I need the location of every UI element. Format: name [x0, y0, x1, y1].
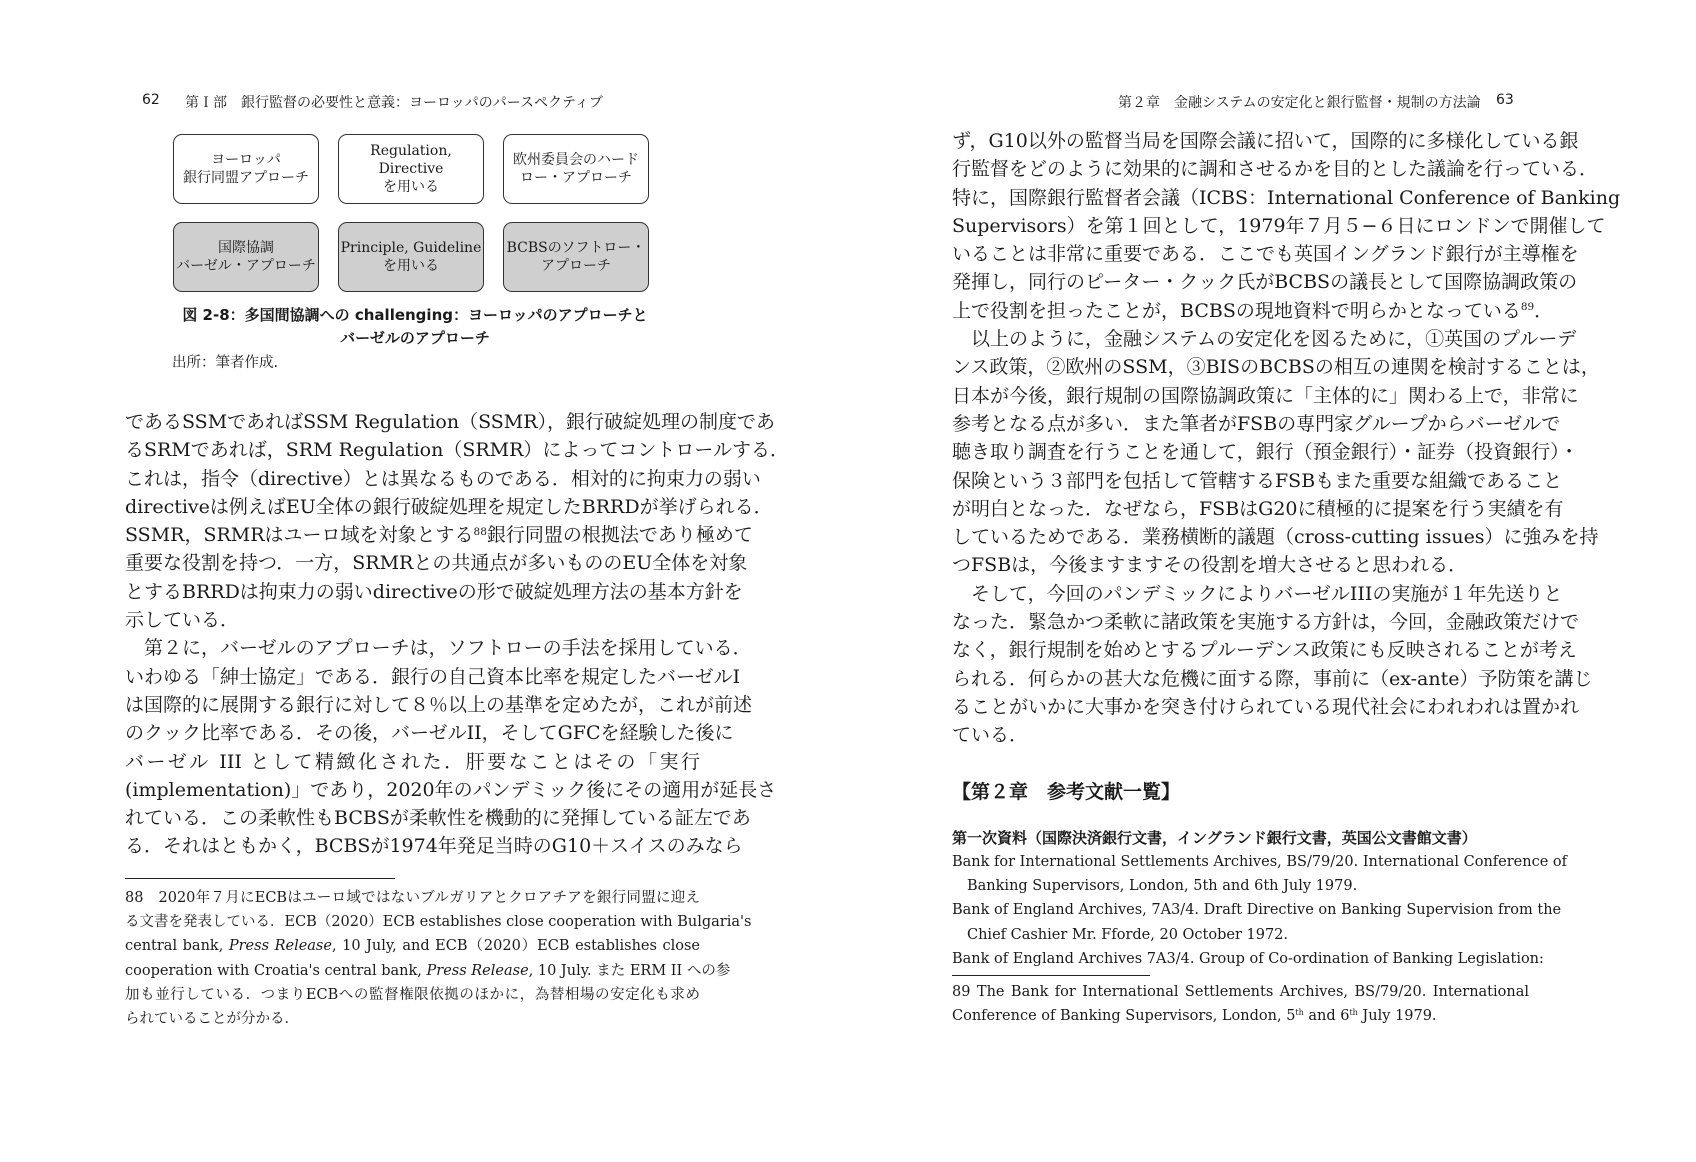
- text-line: [125, 549, 748, 577]
- right-body-text: [952, 127, 1621, 750]
- references-heading: 【第２章 参考文献一覧】: [952, 781, 1181, 803]
- text-line: [125, 719, 734, 747]
- right-running-head: 第２章 金融システムの安定化と銀行監督・規制の方法論: [1118, 95, 1481, 111]
- text-line: [952, 438, 1579, 466]
- text-segment: とするBRRDは拘束力の弱いdirectiveの形で破綻処理方法の基本方針を: [125, 580, 743, 603]
- text-segment: July 1979.: [1357, 1008, 1437, 1025]
- text-line: [952, 325, 1577, 353]
- text-segment: 行監督をどのように効果的に調和させるかを目的とした議論を行っている．: [952, 158, 1599, 181]
- text-segment: 上で役割を担ったことが，BCBSの現地資料で明らかとなっている: [952, 299, 1521, 322]
- text-segment: and 6: [1303, 1008, 1350, 1025]
- text-segment: つFSBは，今後ますますその役割を増大させると思われる．: [952, 554, 1468, 577]
- text-line: [952, 721, 1529, 749]
- figure-box-shaded: [503, 222, 649, 292]
- text-segment: SSMR，SRMRはユーロ域を対象とする: [125, 524, 474, 547]
- right-footnotes: [952, 980, 1529, 1028]
- figure-box-shaded: [173, 222, 319, 292]
- text-line: [952, 608, 1580, 636]
- reference-line: [952, 898, 1562, 922]
- text-segment: ．: [1534, 299, 1554, 322]
- text-segment: ンス政策，②欧州のSSM，③BISのBCBSの相互の連関を検討することは，: [952, 356, 1600, 379]
- footnote-line: [125, 983, 700, 1007]
- footnote-line: [125, 934, 700, 958]
- text-line: [125, 832, 743, 860]
- text-line: [125, 776, 777, 804]
- text-line: [952, 297, 1554, 325]
- footnote-line: [125, 910, 752, 934]
- text-segment: られていることが分かる．: [125, 1010, 299, 1027]
- text-segment: 発揮し，同行のピーター・クック氏がBCBSの議長として国際協調政策の: [952, 271, 1578, 294]
- text-line: [125, 691, 753, 719]
- text-segment: Banking Supervisors, London, 5th and 6th July 1979.: [967, 878, 1358, 895]
- reference-line: [952, 874, 1529, 898]
- text-segment: 重要な役割を持つ．一方，SRMRとの共通点が多いもののEU全体を対象: [125, 552, 748, 575]
- text-line: [125, 436, 790, 464]
- text-line: [125, 578, 743, 606]
- figure-caption-line2: バーゼルのアプローチ: [340, 329, 490, 347]
- figure-box-label: BCBSのソフトロー・: [506, 240, 646, 256]
- text-segment: るSRMであれば，SRM Regulation（SRMR）によってコントロールする．: [125, 439, 790, 462]
- text-segment: ている．: [952, 724, 1029, 747]
- text-line: [952, 268, 1578, 296]
- figure-box-label: バーゼル・アプローチ: [176, 258, 316, 274]
- text-segment: Bank of England Archives 7A3/4. Group of Co-ordination of Banking Legislation:: [952, 950, 1544, 967]
- text-line: [952, 467, 1563, 495]
- text-line: [952, 551, 1529, 579]
- text-line: [952, 410, 1561, 438]
- text-segment: ず，G10以外の監督当局を国際会議に招いて，国際的に多様化している銀: [952, 130, 1579, 152]
- text-segment: Bank of England Archives, 7A3/4. Draft Directive on Banking Supervision from the: [952, 902, 1562, 919]
- text-line: [125, 408, 776, 436]
- text-line: [125, 606, 700, 634]
- text-segment: 参考となる点が多い．また筆者がFSBの専門家グループからバーゼルで: [952, 412, 1561, 435]
- reference-line: [952, 850, 1568, 874]
- figure-box-label: Regulation, Directive: [370, 143, 452, 177]
- text-segment: Conference of Banking Supervisors, London, 5: [952, 1008, 1296, 1025]
- left-footnotes: [125, 886, 752, 1031]
- text-segment: いわゆる「紳士協定」である．銀行の自己資本比率を規定したバーゼルI: [125, 665, 741, 688]
- superscript-ref: th: [1295, 1008, 1304, 1018]
- text-line: [125, 521, 753, 549]
- text-segment: 聴き取り調査を行うことを通して，銀行（預金銀行）・証券（投資銀行）・: [952, 441, 1579, 464]
- text-segment: る．それはともかく，BCBSが1974年発足当時のG10＋スイスのみなら: [125, 835, 743, 858]
- reference-line: [952, 947, 1544, 971]
- text-segment: は国際的に展開する銀行に対して８％以上の基準を定めたが，これが前述: [125, 693, 753, 716]
- text-segment: 第２に，バーゼルのアプローチは，ソフトローの手法を採用している．: [144, 637, 752, 660]
- figure-box-label: を用いる: [383, 179, 439, 195]
- text-segment: れている．この柔軟性もBCBSが柔軟性を機動的に発揮している証左であ: [125, 807, 751, 830]
- figure-box-label: 銀行同盟アプローチ: [183, 170, 309, 186]
- text-line: [125, 493, 773, 521]
- figure-caption-line1: 図 2-8：多国間協調への challenging：ヨーロッパのアプローチと: [182, 306, 648, 324]
- figure-box-label: ロー・アプローチ: [520, 170, 632, 186]
- figure-box-label: 欧州委員会のハード: [513, 152, 639, 168]
- figure-box-label: 国際協調: [218, 240, 274, 256]
- figure-source: 出所：筆者作成.: [172, 355, 279, 371]
- figure-box-shaded: [338, 222, 484, 292]
- text-line: [952, 636, 1577, 664]
- text-segment: 以上のように，金融システムの安定化を図るために，①英国のプルーデ: [971, 328, 1577, 351]
- italic-title: Press Release: [426, 962, 529, 979]
- text-line: [125, 634, 752, 662]
- italic-title: Press Release: [228, 938, 332, 955]
- footnote-divider: [125, 878, 395, 879]
- superscript-ref: th: [1349, 1008, 1358, 1018]
- text-line: [952, 240, 1579, 268]
- text-line: [952, 665, 1593, 693]
- text-segment: なく，銀行規制を始めとするプルーデンス政策にも反映されることが考え: [952, 639, 1577, 662]
- text-segment: 88 2020年７月にECBはユーロ域ではないブルガリアとクロアチアを銀行同盟に迎え: [125, 890, 700, 906]
- text-segment: バーゼル III として精緻化された．肝要なことはその「実行: [125, 750, 700, 773]
- figure-box-label: ヨーロッパ: [211, 152, 281, 168]
- footnote-line: [125, 959, 731, 983]
- primary-sources-heading: 第一次資料（国際決済銀行文書，イングランド銀行文書，英国公文書館文書）: [952, 829, 1477, 847]
- text-segment: る文書を発表している．ECB（2020）ECB establishes close cooperation with Bulgaria's: [125, 914, 752, 931]
- text-segment: 示している．: [125, 609, 240, 632]
- text-line: [952, 382, 1579, 410]
- text-segment: のクック比率である．その後，バーゼルII，そしてGFCを経験した後に: [125, 722, 734, 745]
- left-running-head: 第Ｉ部 銀行監督の必要性と意義：ヨーロッパのパースペクティブ: [185, 95, 603, 111]
- text-segment: られる．何らかの甚大な危機に面する際，事前に（ex-ante）予防策を講じ: [952, 667, 1593, 690]
- text-line: [125, 663, 741, 691]
- text-segment: そして，今回のパンデミックによりバーゼルIIIの実施が１年先送りと: [971, 582, 1563, 605]
- text-segment: 日本が今後，銀行規制の国際協調政策に「主体的に」関わる上で，非常に: [952, 384, 1579, 407]
- figure-box: [503, 134, 649, 204]
- footnote-line: [125, 1007, 700, 1031]
- text-segment: ることがいかに大事かを突き付けられている現代社会にわれわれは置かれ: [952, 695, 1580, 718]
- text-segment: cooperation with Croatia's central bank,: [125, 962, 427, 979]
- text-segment: いることは非常に重要である．ここでも英国イングランド銀行が主導権を: [952, 243, 1579, 266]
- superscript-ref: 89: [1520, 301, 1535, 314]
- text-segment: が明白となった．なぜなら，FSBはG20に積極的に提案を行う実績を有: [952, 497, 1564, 520]
- text-line: [952, 353, 1600, 381]
- figure-box: [173, 134, 319, 204]
- text-line: [952, 155, 1599, 183]
- text-line: [952, 495, 1564, 523]
- text-segment: 加も並行している．つまりECBへの監督権限依拠のほかに，為替相場の安定化も求め: [125, 986, 700, 1003]
- footnote-line: [125, 886, 700, 910]
- text-line: [952, 523, 1599, 551]
- text-line: [952, 127, 1579, 155]
- text-line: [952, 184, 1621, 212]
- text-line: [952, 580, 1563, 608]
- left-body-text: [125, 408, 790, 861]
- text-segment: これは，指令（directive）とは異なるものである．相対的に拘束力の弱い: [125, 467, 761, 490]
- text-line: [952, 693, 1580, 721]
- text-segment: directiveは例えばEU全体の銀行破綻処理を規定したBRRDが挙げられる．: [125, 495, 773, 518]
- text-segment: Chief Cashier Mr. Fforde, 20 October 1972.: [967, 926, 1289, 943]
- text-segment: 保険という３部門を包括して管轄するFSBもまた重要な組織であること: [952, 469, 1563, 492]
- figure-box-label: アプローチ: [541, 258, 611, 274]
- footnote-line: [952, 980, 1529, 1004]
- text-line: [125, 804, 751, 832]
- text-line: [125, 465, 761, 493]
- text-line: [125, 748, 700, 776]
- text-segment: central bank,: [125, 938, 229, 955]
- figure-box-label: Principle, Guideline: [340, 240, 482, 256]
- text-segment: 銀行同盟の根拠法であり極めて: [486, 524, 753, 547]
- text-segment: であるSSMであればSSM Regulation（SSMR），銀行破綻処理の制度であ: [125, 411, 776, 433]
- reference-line: [952, 923, 1529, 947]
- text-segment: , 10 July. また ERM II への参: [528, 962, 731, 979]
- text-line: [952, 212, 1606, 240]
- figure-box: [338, 134, 484, 204]
- text-segment: Supervisors）を第１回として，1979年７月５−６日にロンドンで開催して: [952, 214, 1606, 237]
- right-page-number: 63: [1496, 92, 1514, 108]
- text-segment: 89 The Bank for International Settlements Archives, BS/79/20. International: [952, 984, 1529, 1000]
- references-list: [952, 850, 1568, 971]
- text-segment: なった．緊急かつ柔軟に諸政策を実施する方針は，今回，金融政策だけで: [952, 611, 1580, 634]
- text-segment: 特に，国際銀行監督者会議（ICBS：International Conference of Banking: [952, 186, 1621, 209]
- figure-box-label: を用いる: [383, 258, 439, 274]
- superscript-ref: 88: [473, 525, 487, 538]
- text-segment: (implementation)」であり，2020年のパンデミック後にその適用が延長さ: [125, 778, 777, 801]
- text-segment: , 10 July, and ECB（2020）ECB establishes close: [331, 938, 700, 955]
- text-segment: しているためである．業務横断的議題（cross-cutting issues）に強みを持: [952, 526, 1599, 549]
- left-page-number: 62: [142, 92, 160, 108]
- text-segment: Bank for International Settlements Archives, BS/79/20. International Conference of: [952, 854, 1568, 870]
- footnote-line: [952, 1004, 1529, 1028]
- footnote-divider-right: [952, 975, 1150, 976]
